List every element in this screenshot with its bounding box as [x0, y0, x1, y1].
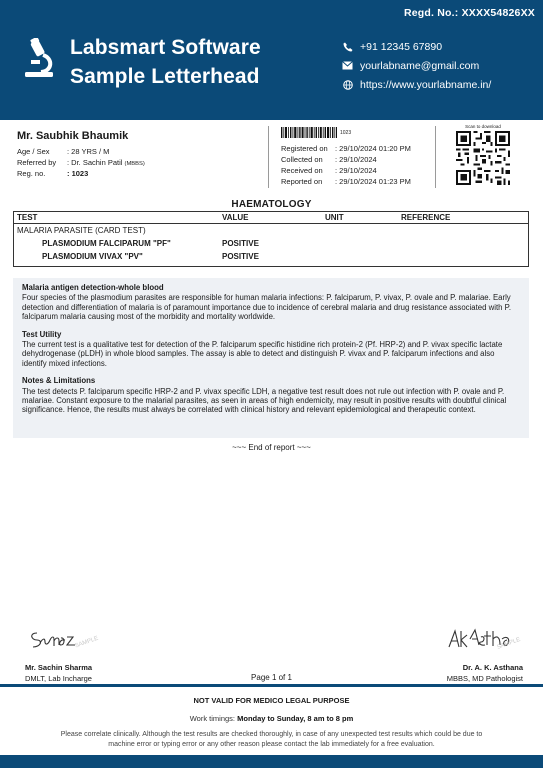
age-sex-label: Age / Sex	[17, 147, 50, 156]
age-sex-row	[17, 146, 267, 157]
col-unit: UNIT	[325, 213, 344, 222]
work-timings	[0, 714, 543, 723]
referred-by-label: Referred by	[17, 158, 57, 167]
end-of-report: ~~~ End of report ~~~	[232, 443, 311, 452]
brand-name	[70, 33, 261, 91]
signer-left-name: Mr. Sachin Sharma	[25, 663, 93, 672]
test-name: PLASMODIUM VIVAX "PV"	[42, 252, 143, 261]
age-sex-value: : 28 YRS / M	[67, 147, 110, 156]
qr-code-icon[interactable]	[456, 131, 510, 185]
section-title: HAEMATOLOGY	[231, 199, 312, 210]
contact-website	[342, 75, 491, 94]
registration-number: Regd. No.: XXXX54826XX	[403, 7, 535, 19]
notes-paragraph-1: Four species of the plasmodium parasites are responsible for human malaria infections: P. falciparum, P. vivax, P. ovale and P. malariae. Early detection and differentiation of malaria is of paramount importance due to incidence of cerebral malaria and drug resistance associated with P. falciparum malaria causing most of the morbidity and mortality worldwide.	[22, 293, 512, 322]
sample-dates	[281, 143, 411, 187]
contact-phone	[342, 37, 491, 56]
col-reference: REFERENCE	[401, 213, 451, 222]
referred-by-value: : Dr. Sachin Patil	[67, 158, 123, 167]
signature-left	[25, 625, 105, 653]
received-label: Received on	[281, 166, 323, 175]
patient-name: Mr. Saubhik Bhaumik	[17, 130, 129, 142]
microscope-icon	[22, 38, 56, 80]
notes-paragraph-3: The test detects P. falciparum specific HRP-2 and P. vivax specific LDH, a negative test result does not rule out infection with P. ovale and P. malariae. Constant exposure to the malarial parasites, as seen in areas of high endemicity, may result in positive results with doubtful clinical significance. Hence, the results must always be correlated with clinical history and relevant epidemiological and therapeutic context.	[22, 386, 507, 415]
table-row	[14, 237, 528, 250]
table-header	[14, 212, 528, 224]
signer-right	[447, 663, 523, 684]
test-value: POSITIVE	[222, 252, 259, 261]
work-timings-value: Monday to Sunday, 8 am to 8 pm	[237, 714, 354, 723]
collected-label: Collected on	[281, 155, 323, 164]
notes-heading-1: Malaria antigen detection-whole blood	[22, 283, 164, 292]
test-group-name: MALARIA PARASITE (CARD TEST)	[17, 226, 146, 235]
svg-text:SAMPLE: SAMPLE	[496, 636, 522, 651]
reported-label: Reported on	[281, 177, 323, 186]
phone-number: +91 12345 67890	[360, 40, 443, 53]
contact-list	[342, 37, 491, 94]
col-value: VALUE	[222, 213, 249, 222]
phone-icon	[342, 41, 353, 52]
brand-line-2: Sample Letterhead	[70, 65, 260, 88]
table-row	[14, 250, 528, 263]
referred-by-row	[17, 157, 267, 168]
registered-value: : 29/10/2024 01:20 PM	[335, 144, 411, 153]
collected-value: : 29/10/2024	[335, 155, 377, 164]
divider-right	[435, 126, 436, 188]
test-value: POSITIVE	[222, 239, 259, 248]
barcode-number: 1023	[340, 130, 352, 136]
referred-by-qualification: (MBBS)	[124, 161, 145, 167]
received-row	[281, 165, 411, 176]
signer-left-title: DMLT, Lab Incharge	[25, 673, 92, 683]
reg-no-row	[17, 168, 267, 179]
patient-info	[17, 130, 267, 179]
collected-row	[281, 154, 411, 165]
divider-left	[268, 126, 269, 188]
brand-line-1: Labsmart Software	[70, 36, 261, 59]
reported-value: : 29/10/2024 01:23 PM	[335, 177, 411, 186]
footer-bar	[0, 755, 543, 768]
page-number: Page 1 of 1	[251, 673, 292, 682]
work-timings-label: Work timings:	[189, 714, 238, 723]
footer-divider	[0, 684, 543, 687]
test-name: PLASMODIUM FALCIPARUM "PF"	[42, 239, 171, 248]
globe-icon	[342, 79, 353, 90]
received-value: : 29/10/2024	[335, 166, 377, 175]
reported-row	[281, 176, 411, 187]
email-icon	[342, 60, 353, 71]
email-address: yourlabname@gmail.com	[360, 59, 480, 72]
notes-heading-3: Notes & Limitations	[22, 376, 96, 386]
letterhead-header	[0, 0, 543, 120]
signer-right-name: Dr. A. K. Asthana	[462, 663, 523, 672]
registered-row	[281, 143, 411, 154]
disclaimer: Please correlate clinically. Although the test results are checked thoroughly, in case of any unexpected test results which could be due to machine error or typing error or any other reason please contact the lab immediately for a free evaluation.	[60, 731, 483, 748]
interpretation-notes	[13, 278, 529, 438]
not-valid-notice: NOT VALID FOR MEDICO LEGAL PURPOSE	[193, 696, 350, 705]
notes-heading-2: Test Utility	[22, 329, 62, 339]
contact-email	[342, 56, 491, 75]
registered-label: Registered on	[281, 144, 328, 153]
reg-no-label: Reg. no.	[17, 169, 46, 178]
results-table	[13, 211, 529, 267]
website-url: https://www.yourlabname.in/	[360, 78, 492, 91]
signer-right-title: MBBS, MD Pathologist	[446, 673, 523, 683]
reg-no-value: : 1023	[67, 169, 89, 178]
signature-right	[445, 625, 525, 653]
svg-text:SAMPLE: SAMPLE	[74, 635, 100, 650]
col-test: TEST	[17, 213, 38, 222]
qr-caption: Scan to download	[465, 124, 501, 129]
notes-paragraph-2: The current test is a qualitative test for detection of the P. falciparum specific histidine rich protein-2 (Pf. HRP-2) and P. vivax specific lactate dehydrogenase (pLDH) in whole blood samples. The assay is able to detect and distinguish P. vivax and P. falciparum infections and also identify mixed infections.	[22, 340, 503, 368]
barcode-icon	[281, 127, 337, 138]
